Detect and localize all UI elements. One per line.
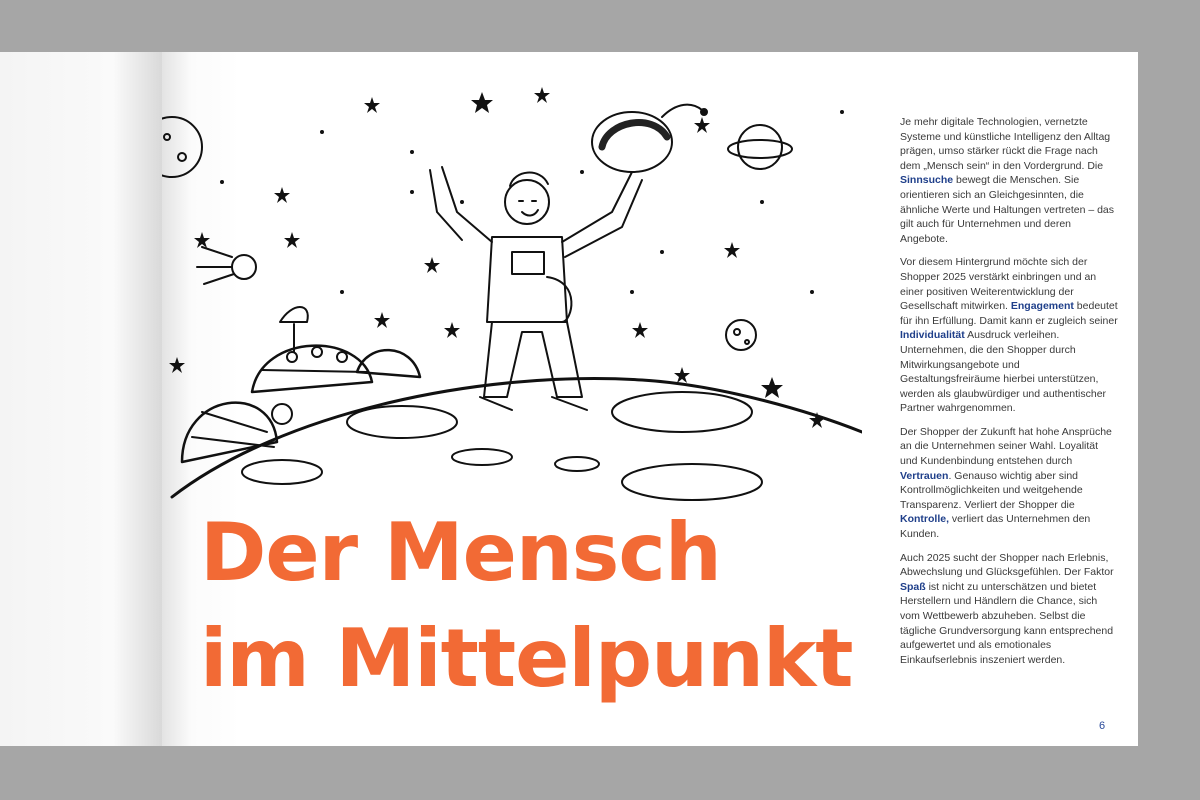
moon-base-dome [182,403,277,462]
keyword-highlight: Vertrauen [900,469,949,482]
astronaut-on-moon-illustration [162,52,862,502]
space-helmet [592,105,707,172]
paragraph-text: Je mehr digitale Technologien, vernetzte Systeme und künstliche Intelligenz den Alltag prägen, umso stärker rückt die Frage nach dem „Mensch sein“ in den Vordergrund. Die [900,116,1111,172]
headline-line-1: Der Mensch [200,506,721,599]
moon-crater [622,464,762,500]
paragraph [900,255,1118,416]
moon-base-dome [357,350,420,377]
paragraph-text: Ausdruck verleihen. Unternehmen, die den Shopper durch Mitwirkungsangebote und Gestaltungsfreiräume hierbei unterstützen, werden als glaubwürdiger und authentischer Partner wahrgenommen. [900,329,1107,415]
left-page [0,52,162,746]
keyword-highlight: Sinnsuche [900,174,954,187]
keyword-highlight: Spaß [900,580,926,593]
moon-crater [452,449,512,465]
paragraph [900,425,1118,542]
keyword-highlight: Engagement [1010,300,1074,313]
paragraph-text: Auch 2025 sucht der Shopper nach Erlebnis, Abwechslung und Glücksgefühlen. Der Faktor [900,551,1114,579]
paragraph [900,551,1118,668]
paragraph-text: verliert das Unternehmen den Kunden. [900,513,1091,541]
keyword-highlight: Kontrolle, [900,513,949,526]
moon-crater [242,460,322,484]
paragraph-text: Der Shopper der Zukunft hat hohe Ansprüche an die Unternehmen seiner Wahl. Loyalität und Kundenbindung entstehen durch [900,425,1112,468]
page-headline [200,500,852,712]
astronaut-head [505,180,549,224]
keyword-highlight: Individualität [900,329,965,342]
body-text-column [900,115,1118,676]
astronaut-left-arm [442,167,492,242]
chest-panel [512,252,544,274]
stars [169,87,844,428]
moon-crater [347,406,457,438]
paragraph-text: bewegt die Menschen. Sie orientieren sich an Gleichgesinnten, die ähnliche Werte und Haltungen vertreten – das gilt auch für Unternehmen und deren Angebote. [900,174,1115,245]
paragraph-text: ist nicht zu unterschätzen und bietet Herstellern und Händlern die Chance, sich vom Wettbewerb abzuheben. Selbst die tägliche Grundversorgung kann entsprechend aufgewertet und als emotionales Einkaufserlebnis inszeniert werden. [900,580,1114,666]
planet-icon [738,125,782,169]
paragraph [900,115,1118,246]
paragraph-text: Vor diesem Hintergrund möchte sich der Shopper 2025 verstärkt einbringen und an einer positiven Weiterentwicklung der Gesellschaft mitwirken. [900,256,1097,313]
satellite-icon [197,247,256,284]
page-number: 6 [1099,720,1106,732]
air-hose [547,277,571,322]
satellite-dish-icon [280,307,308,352]
headline-line-2: im Mittelpunkt [200,612,853,705]
planet-icon [726,320,756,350]
planet-icon [162,117,202,177]
paragraph-text: bedeutet für ihn Erfüllung. Damit kann er zugleich seiner [900,300,1118,327]
moon-crater [612,392,752,432]
paragraph-text: . Genauso wichtig aber sind Kontrollmöglichkeiten und weitgehende Transparenz. Verliert der Shopper die [900,469,1083,511]
astronaut-right-arm [562,172,632,242]
astronaut-legs [484,322,582,397]
moon-crater [555,457,599,471]
